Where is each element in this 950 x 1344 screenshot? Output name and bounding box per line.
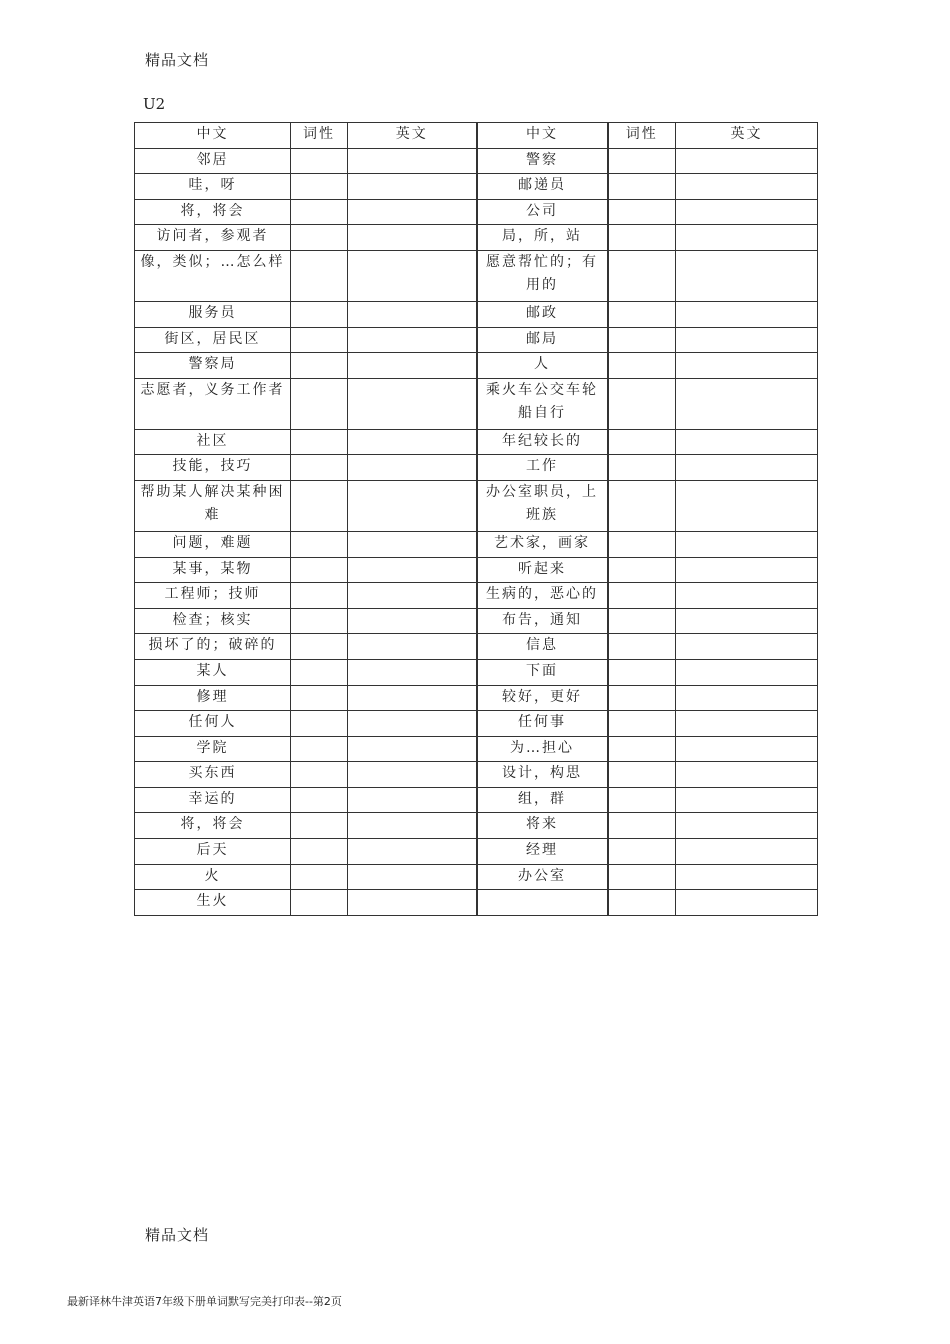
english-cell (676, 531, 818, 557)
chinese-cell: 邮递员 (477, 174, 608, 200)
english-cell (676, 634, 818, 660)
english-cell (348, 378, 477, 429)
chinese-cell: 邮政 (477, 301, 608, 327)
chinese-cell: 办公室 (477, 864, 608, 890)
unit-label: U2 (143, 95, 166, 113)
pos-cell (291, 583, 348, 609)
english-cell (676, 429, 818, 455)
english-cell (348, 327, 477, 353)
table-row (135, 685, 818, 711)
pos-cell (291, 301, 348, 327)
table-row (135, 148, 818, 174)
pos-cell (291, 659, 348, 685)
pos-cell (291, 353, 348, 379)
pos-cell (291, 787, 348, 813)
table-row (135, 583, 818, 609)
chinese-cell: 布告，通知 (477, 608, 608, 634)
pos-cell (608, 480, 676, 531)
table-row (135, 762, 818, 788)
pos-cell (608, 429, 676, 455)
pos-cell (608, 174, 676, 200)
table-row (135, 378, 818, 429)
chinese-cell: 警察 (477, 148, 608, 174)
chinese-cell: 幸运的 (135, 787, 291, 813)
table-row (135, 199, 818, 225)
english-cell (348, 148, 477, 174)
chinese-cell: 听起来 (477, 557, 608, 583)
chinese-cell: 年纪较长的 (477, 429, 608, 455)
table-row (135, 531, 818, 557)
table-row (135, 174, 818, 200)
pos-cell (291, 711, 348, 737)
chinese-cell: 为…担心 (477, 736, 608, 762)
english-cell (348, 301, 477, 327)
vocab-table (134, 122, 818, 916)
pos-cell (291, 148, 348, 174)
chinese-cell: 街区，居民区 (135, 327, 291, 353)
page-footer-caption: 最新译林牛津英语7年级下册单词默写完美打印表--第2页 (67, 1295, 342, 1308)
english-cell (676, 813, 818, 839)
english-cell (676, 685, 818, 711)
english-cell (676, 174, 818, 200)
english-cell (348, 353, 477, 379)
chinese-cell: 志愿者，义务工作者 (135, 378, 291, 429)
chinese-cell: 组，群 (477, 787, 608, 813)
chinese-cell: 火 (135, 864, 291, 890)
chinese-cell: 问题，难题 (135, 531, 291, 557)
chinese-cell: 较好，更好 (477, 685, 608, 711)
english-cell (348, 634, 477, 660)
table-row (135, 634, 818, 660)
chinese-cell: 损坏了的；破碎的 (135, 634, 291, 660)
page-header: 精品文档 (145, 51, 210, 69)
column-header: 词性 (608, 123, 676, 149)
english-cell (348, 787, 477, 813)
english-cell (676, 787, 818, 813)
chinese-cell: 某事，某物 (135, 557, 291, 583)
english-cell (348, 839, 477, 865)
pos-cell (291, 890, 348, 916)
chinese-cell: 哇，呀 (135, 174, 291, 200)
chinese-cell: 将来 (477, 813, 608, 839)
english-cell (676, 199, 818, 225)
chinese-cell: 办公室职员，上班族 (477, 480, 608, 531)
page-footer-label: 精品文档 (145, 1226, 210, 1244)
chinese-cell: 某人 (135, 659, 291, 685)
column-header: 英文 (348, 123, 477, 149)
pos-cell (608, 250, 676, 301)
chinese-cell: 社区 (135, 429, 291, 455)
pos-cell (608, 199, 676, 225)
column-header: 中文 (135, 123, 291, 149)
column-header: 英文 (676, 123, 818, 149)
pos-cell (608, 378, 676, 429)
english-cell (676, 864, 818, 890)
chinese-cell: 访问者，参观者 (135, 225, 291, 251)
english-cell (676, 480, 818, 531)
pos-cell (291, 864, 348, 890)
pos-cell (291, 608, 348, 634)
table-row (135, 787, 818, 813)
chinese-cell: 帮助某人解决某种困难 (135, 480, 291, 531)
pos-cell (608, 736, 676, 762)
column-header: 中文 (477, 123, 608, 149)
chinese-cell: 任何事 (477, 711, 608, 737)
chinese-cell: 服务员 (135, 301, 291, 327)
english-cell (348, 531, 477, 557)
english-cell (676, 583, 818, 609)
english-cell (348, 762, 477, 788)
english-cell (676, 608, 818, 634)
pos-cell (291, 813, 348, 839)
pos-cell (608, 762, 676, 788)
chinese-cell: 人 (477, 353, 608, 379)
english-cell (676, 250, 818, 301)
english-cell (676, 659, 818, 685)
english-cell (348, 583, 477, 609)
english-cell (676, 455, 818, 481)
english-cell (676, 890, 818, 916)
english-cell (348, 174, 477, 200)
chinese-cell: 买东西 (135, 762, 291, 788)
english-cell (348, 429, 477, 455)
chinese-cell: 后天 (135, 839, 291, 865)
chinese-cell: 技能，技巧 (135, 455, 291, 481)
chinese-cell: 工程师；技师 (135, 583, 291, 609)
english-cell (348, 890, 477, 916)
pos-cell (608, 583, 676, 609)
pos-cell (291, 736, 348, 762)
pos-cell (291, 557, 348, 583)
table-row (135, 353, 818, 379)
chinese-cell: 将，将会 (135, 813, 291, 839)
pos-cell (291, 225, 348, 251)
chinese-cell: 生火 (135, 890, 291, 916)
pos-cell (291, 455, 348, 481)
english-cell (676, 557, 818, 583)
table-row (135, 813, 818, 839)
pos-cell (291, 327, 348, 353)
table-row (135, 608, 818, 634)
english-cell (348, 864, 477, 890)
table-row (135, 301, 818, 327)
table-row (135, 711, 818, 737)
pos-cell (608, 225, 676, 251)
english-cell (676, 225, 818, 251)
pos-cell (608, 685, 676, 711)
english-cell (348, 685, 477, 711)
chinese-cell: 经理 (477, 839, 608, 865)
chinese-cell: 邻居 (135, 148, 291, 174)
chinese-cell: 愿意帮忙的；有用的 (477, 250, 608, 301)
chinese-cell: 信息 (477, 634, 608, 660)
chinese-cell: 公司 (477, 199, 608, 225)
english-cell (348, 250, 477, 301)
column-header: 词性 (291, 123, 348, 149)
pos-cell (291, 685, 348, 711)
pos-cell (608, 557, 676, 583)
chinese-cell: 警察局 (135, 353, 291, 379)
pos-cell (291, 429, 348, 455)
chinese-cell (477, 890, 608, 916)
english-cell (348, 608, 477, 634)
chinese-cell: 邮局 (477, 327, 608, 353)
pos-cell (291, 199, 348, 225)
chinese-cell: 生病的，恶心的 (477, 583, 608, 609)
chinese-cell: 学院 (135, 736, 291, 762)
pos-cell (291, 634, 348, 660)
english-cell (676, 839, 818, 865)
table-row (135, 890, 818, 916)
chinese-cell: 像，类似；…怎么样 (135, 250, 291, 301)
english-cell (348, 736, 477, 762)
english-cell (676, 378, 818, 429)
chinese-cell: 下面 (477, 659, 608, 685)
english-cell (348, 225, 477, 251)
english-cell (676, 736, 818, 762)
chinese-cell: 设计，构思 (477, 762, 608, 788)
english-cell (676, 301, 818, 327)
chinese-cell: 将，将会 (135, 199, 291, 225)
table-row (135, 557, 818, 583)
table-row (135, 864, 818, 890)
pos-cell (291, 531, 348, 557)
english-cell (676, 353, 818, 379)
chinese-cell: 乘火车公交车轮船自行 (477, 378, 608, 429)
pos-cell (291, 839, 348, 865)
pos-cell (608, 608, 676, 634)
pos-cell (291, 480, 348, 531)
table-row (135, 839, 818, 865)
pos-cell (608, 148, 676, 174)
english-cell (348, 813, 477, 839)
pos-cell (608, 301, 676, 327)
pos-cell (608, 327, 676, 353)
english-cell (348, 480, 477, 531)
table-row (135, 250, 818, 301)
pos-cell (608, 531, 676, 557)
english-cell (348, 199, 477, 225)
table-row (135, 659, 818, 685)
table-row (135, 327, 818, 353)
pos-cell (608, 864, 676, 890)
chinese-cell: 任何人 (135, 711, 291, 737)
pos-cell (608, 813, 676, 839)
pos-cell (608, 659, 676, 685)
english-cell (348, 557, 477, 583)
pos-cell (608, 890, 676, 916)
table-row (135, 455, 818, 481)
pos-cell (608, 839, 676, 865)
pos-cell (291, 762, 348, 788)
chinese-cell: 局，所，站 (477, 225, 608, 251)
english-cell (676, 711, 818, 737)
table-row (135, 225, 818, 251)
english-cell (676, 148, 818, 174)
pos-cell (608, 787, 676, 813)
table-row (135, 429, 818, 455)
english-cell (348, 659, 477, 685)
english-cell (676, 762, 818, 788)
pos-cell (608, 711, 676, 737)
chinese-cell: 工作 (477, 455, 608, 481)
pos-cell (608, 353, 676, 379)
chinese-cell: 艺术家，画家 (477, 531, 608, 557)
pos-cell (291, 250, 348, 301)
pos-cell (291, 174, 348, 200)
english-cell (676, 327, 818, 353)
pos-cell (608, 634, 676, 660)
english-cell (348, 455, 477, 481)
chinese-cell: 检查；核实 (135, 608, 291, 634)
pos-cell (608, 455, 676, 481)
table-row (135, 480, 818, 531)
pos-cell (291, 378, 348, 429)
english-cell (348, 711, 477, 737)
header-row (135, 123, 818, 149)
chinese-cell: 修理 (135, 685, 291, 711)
table-row (135, 736, 818, 762)
